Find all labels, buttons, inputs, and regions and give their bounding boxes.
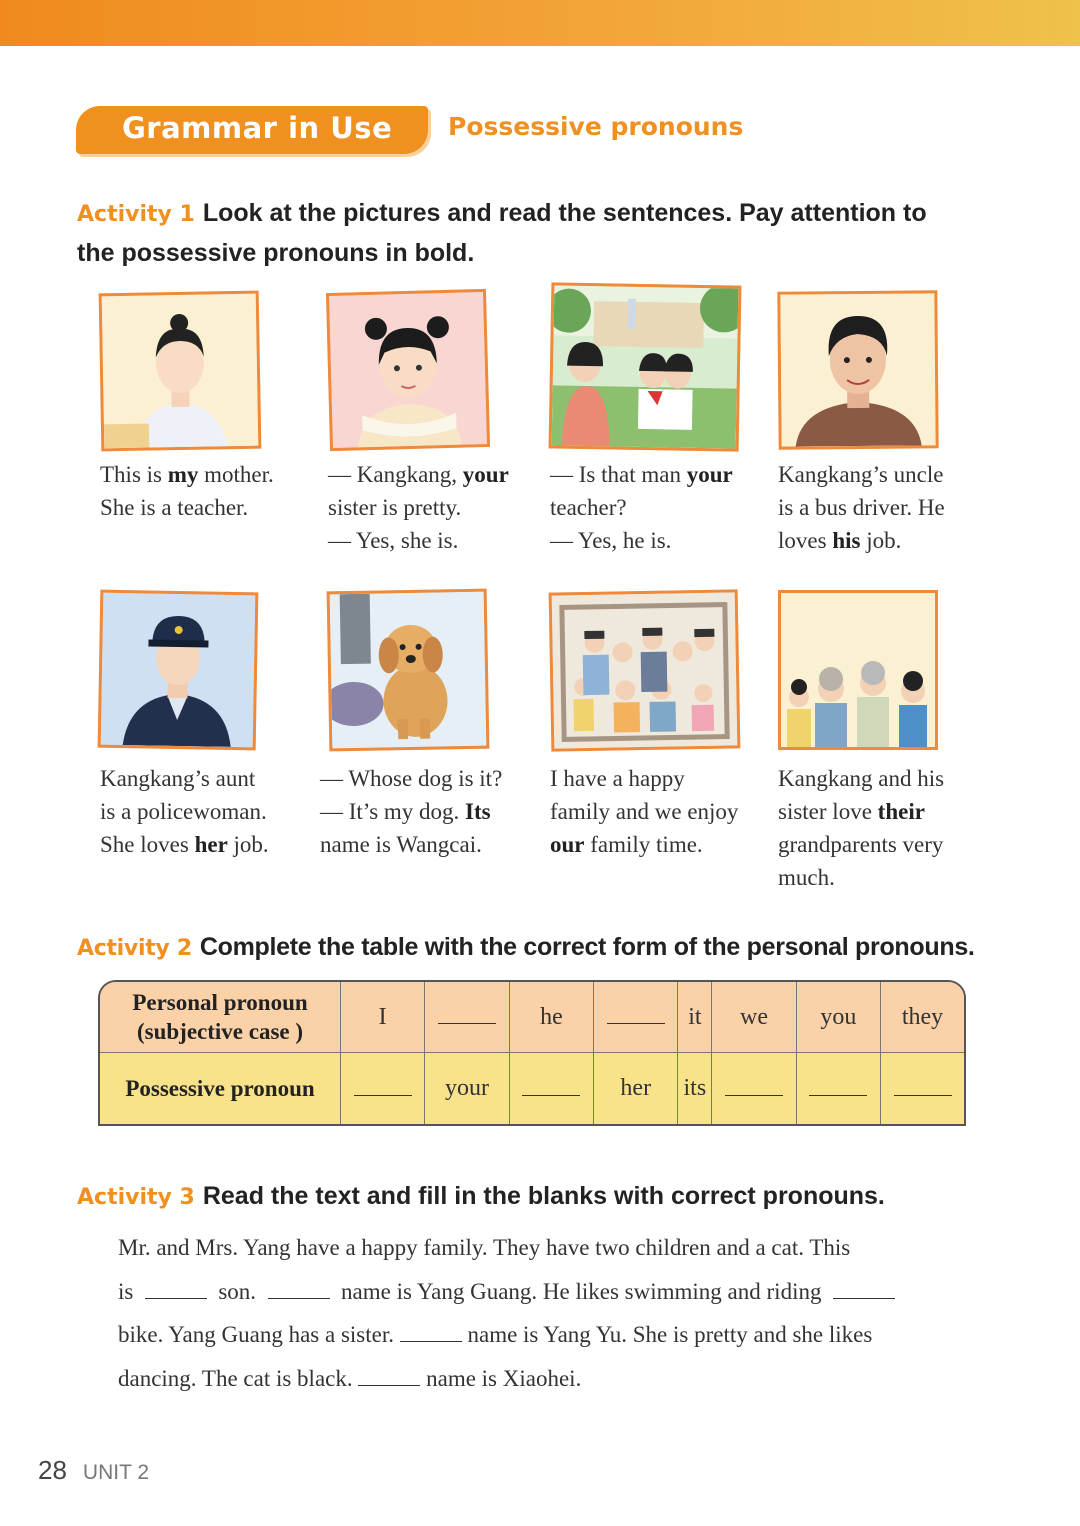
grandparents-illustration bbox=[778, 590, 938, 750]
school-teacher-illustration bbox=[549, 282, 742, 451]
activity3-label: Activity 3 bbox=[77, 1185, 195, 1210]
table-blank-cell[interactable] bbox=[712, 1053, 796, 1124]
blank-line[interactable] bbox=[522, 1075, 580, 1096]
caption-2-text: — Kangkang, bbox=[328, 462, 463, 487]
fill-blank[interactable] bbox=[400, 1323, 462, 1342]
caption-8-text: sister love bbox=[778, 799, 878, 824]
caption-1-line2: She is a teacher. bbox=[100, 495, 249, 520]
caption-6-text: — It’s my dog. bbox=[320, 799, 466, 824]
table-blank-cell[interactable] bbox=[797, 1053, 881, 1124]
caption-2-pronoun: your bbox=[462, 462, 509, 487]
top-banner bbox=[0, 0, 1080, 46]
caption-4-text-end: job. bbox=[860, 528, 902, 553]
mother-teacher-illustration bbox=[99, 291, 262, 452]
blank-line[interactable] bbox=[438, 1003, 496, 1024]
table-cell: her bbox=[594, 1053, 678, 1124]
activity2-text: Complete the table with the correct form of the personal pronouns. bbox=[199, 933, 975, 961]
caption-8-pronoun: their bbox=[877, 799, 925, 824]
caption-2-line3: — Yes, she is. bbox=[328, 528, 459, 553]
caption-4-pronoun: his bbox=[832, 528, 861, 553]
table-blank-cell[interactable] bbox=[594, 982, 678, 1053]
section-subtitle: Possessive pronouns bbox=[448, 112, 744, 141]
blank-line[interactable] bbox=[809, 1075, 867, 1096]
activity3-passage bbox=[118, 1226, 938, 1400]
caption-3 bbox=[550, 458, 733, 557]
caption-8-line1: Kangkang and his bbox=[778, 766, 945, 791]
caption-3-pronoun: your bbox=[686, 462, 733, 487]
table-blank-cell[interactable] bbox=[510, 1053, 594, 1124]
passage-line-2 bbox=[118, 1270, 938, 1314]
policewoman-illustration bbox=[98, 590, 259, 751]
activity1-text-line2: the possessive pronouns in bold. bbox=[77, 239, 475, 267]
table-blank-cell[interactable] bbox=[881, 1053, 964, 1124]
caption-2-line2: sister is pretty. bbox=[328, 495, 462, 520]
passage-text: name is Xiaohei. bbox=[426, 1365, 582, 1391]
caption-4-line2: is a bus driver. He bbox=[778, 495, 945, 520]
caption-7 bbox=[550, 762, 738, 861]
caption-1 bbox=[100, 458, 274, 524]
table-row-possessive bbox=[100, 1053, 964, 1124]
table-cell: they bbox=[881, 982, 964, 1053]
caption-5-pronoun: her bbox=[194, 832, 228, 857]
caption-3-text: — Is that man bbox=[550, 462, 687, 487]
caption-5 bbox=[100, 762, 269, 861]
blank-line[interactable] bbox=[607, 1003, 665, 1024]
table-cell: you bbox=[797, 982, 881, 1053]
table-cell: it bbox=[678, 982, 712, 1053]
table-head-subjective-line2: (subjective case ) bbox=[136, 1019, 304, 1044]
caption-1-text: This is bbox=[100, 462, 168, 487]
caption-2 bbox=[328, 458, 509, 557]
passage-text: is bbox=[118, 1278, 134, 1304]
caption-1-text-end: mother. bbox=[198, 462, 274, 487]
passage-text: bike. Yang Guang has a sister. bbox=[118, 1322, 394, 1347]
table-cell: he bbox=[510, 982, 594, 1053]
blank-line[interactable] bbox=[725, 1075, 783, 1096]
activity3-text: Read the text and fill in the blanks with correct pronouns. bbox=[202, 1182, 885, 1210]
caption-7-line2: family and we enjoy bbox=[550, 799, 739, 824]
caption-6-line1: — Whose dog is it? bbox=[320, 766, 503, 791]
fill-blank[interactable] bbox=[268, 1280, 330, 1299]
caption-5-text: She loves bbox=[100, 832, 195, 857]
activity1-text-line1: Look at the pictures and read the sentences. Pay attention to bbox=[202, 199, 927, 227]
caption-8 bbox=[778, 762, 944, 894]
unit-label: UNIT 2 bbox=[82, 1461, 150, 1484]
passage-line-4 bbox=[118, 1357, 938, 1401]
fill-blank[interactable] bbox=[833, 1280, 895, 1299]
passage-line-1: Mr. and Mrs. Yang have a happy family. They have two children and a cat. This bbox=[118, 1235, 851, 1260]
passage-text: name is Yang Guang. He likes swimming and riding bbox=[341, 1278, 822, 1304]
table-head-possessive: Possessive pronoun bbox=[100, 1053, 341, 1124]
table-cell: your bbox=[425, 1053, 509, 1124]
table-head-subjective-line1: Personal pronoun bbox=[132, 990, 308, 1015]
table-cell: we bbox=[712, 982, 796, 1053]
caption-1-pronoun: my bbox=[167, 462, 199, 487]
caption-4-text: loves bbox=[778, 528, 833, 553]
table-row-subjective bbox=[100, 982, 964, 1053]
section-badge-label: Grammar in Use bbox=[122, 111, 393, 145]
caption-4 bbox=[778, 458, 945, 557]
activity2-instruction bbox=[77, 928, 975, 968]
fill-blank[interactable] bbox=[358, 1367, 420, 1386]
activity3-instruction bbox=[77, 1177, 885, 1217]
family-photo-illustration bbox=[549, 589, 741, 751]
caption-8-line3: grandparents very bbox=[778, 832, 944, 857]
passage-text: son. bbox=[218, 1278, 257, 1304]
activity1-label: Activity 1 bbox=[77, 202, 195, 227]
caption-7-line1: I have a happy bbox=[550, 766, 685, 791]
caption-4-line1: Kangkang’s uncle bbox=[778, 462, 944, 487]
caption-5-line1: Kangkang’s aunt bbox=[100, 766, 256, 791]
caption-7-text-end: family time. bbox=[584, 832, 703, 857]
caption-6 bbox=[320, 762, 502, 861]
uncle-illustration bbox=[777, 290, 938, 449]
section-badge bbox=[76, 106, 428, 154]
activity1-instruction bbox=[77, 194, 927, 272]
passage-line-3 bbox=[118, 1313, 938, 1357]
caption-6-line3: name is Wangcai. bbox=[320, 832, 482, 857]
caption-3-line3: — Yes, he is. bbox=[550, 528, 672, 553]
caption-5-line2: is a policewoman. bbox=[100, 799, 267, 824]
page-number: 28 bbox=[38, 1455, 67, 1485]
passage-text: dancing. The cat is black. bbox=[118, 1365, 353, 1391]
caption-3-line2: teacher? bbox=[550, 495, 627, 520]
fill-blank[interactable] bbox=[145, 1280, 207, 1299]
pronoun-table bbox=[98, 980, 966, 1126]
page-footer bbox=[38, 1455, 149, 1486]
table-cell: I bbox=[341, 982, 425, 1053]
table-blank-cell[interactable] bbox=[341, 1053, 425, 1124]
sister-illustration bbox=[326, 289, 490, 451]
table-blank-cell[interactable] bbox=[425, 982, 509, 1053]
blank-line[interactable] bbox=[354, 1075, 412, 1096]
table-head-subjective bbox=[100, 982, 341, 1053]
activity2-label: Activity 2 bbox=[77, 936, 192, 961]
dog-illustration bbox=[327, 589, 490, 752]
table-cell: its bbox=[678, 1053, 712, 1124]
passage-text: name is Yang Yu. She is pretty and she likes bbox=[467, 1322, 873, 1347]
caption-7-pronoun: our bbox=[550, 832, 585, 857]
caption-5-text-end: job. bbox=[227, 832, 269, 857]
blank-line[interactable] bbox=[894, 1075, 952, 1096]
caption-8-line4: much. bbox=[778, 865, 835, 890]
caption-6-pronoun: Its bbox=[465, 799, 491, 824]
